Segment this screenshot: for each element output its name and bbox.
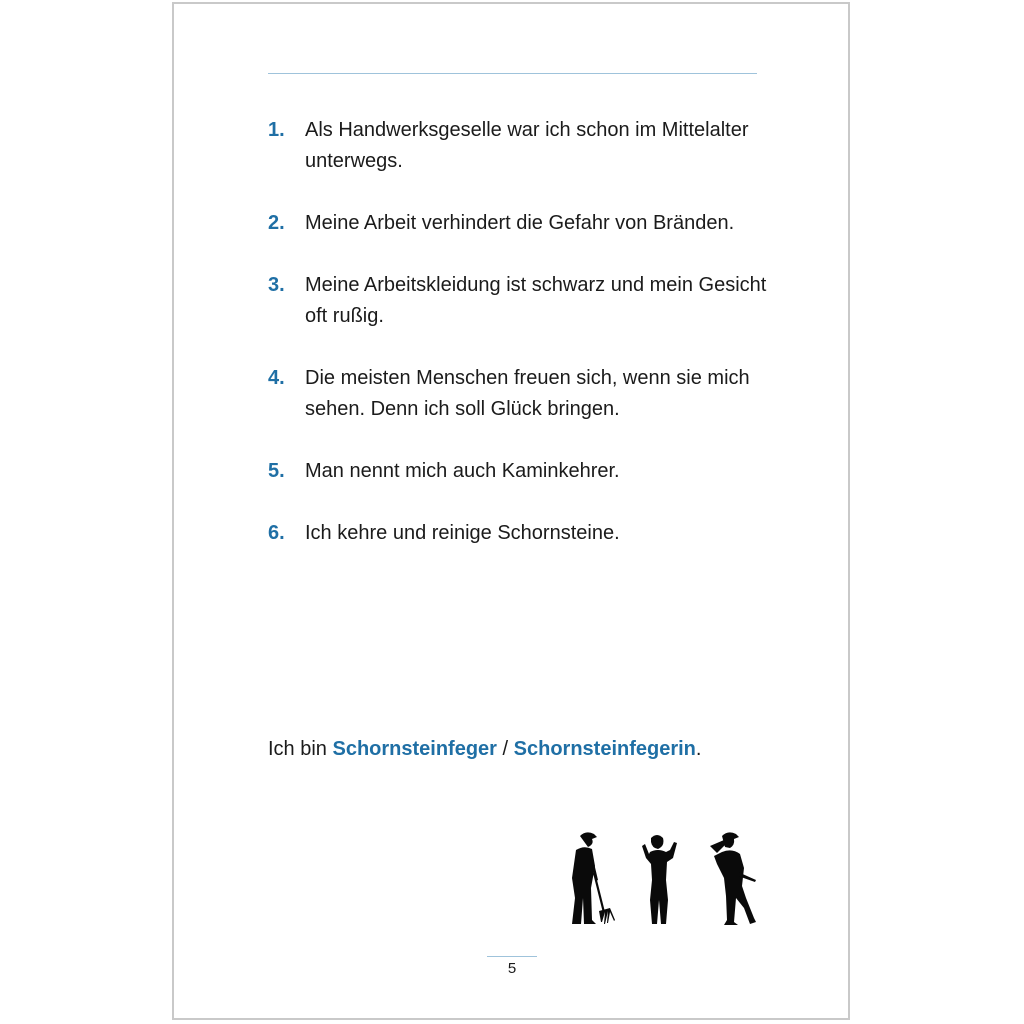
- clue-number: 4.: [268, 367, 285, 389]
- silhouettes-illustration: [562, 828, 762, 928]
- answer-line: [268, 734, 701, 765]
- clue-item-5: [268, 456, 768, 487]
- saluting-man-silhouette-icon: [710, 832, 756, 925]
- clue-item-3: [268, 270, 768, 332]
- clue-item-2: [268, 208, 768, 239]
- clue-text: Meine Arbeitskleidung ist schwarz und mein Gesicht oft rußig.: [305, 274, 767, 327]
- clue-number: 2.: [268, 212, 285, 234]
- clue-item-1: [268, 115, 768, 177]
- clue-number: 6.: [268, 522, 285, 544]
- answer-term-female: Schornsteinfegerin: [513, 738, 696, 760]
- page-number: 5: [507, 960, 517, 977]
- clue-text: Ich kehre und reinige Schornsteine.: [305, 522, 620, 544]
- clue-item-6: [268, 518, 768, 549]
- top-divider: [268, 73, 757, 74]
- clue-item-4: [268, 363, 768, 425]
- answer-term-male: Schornsteinfeger: [332, 738, 497, 760]
- answer-prefix: Ich bin: [268, 738, 333, 760]
- farmer-silhouette-icon: [572, 832, 615, 924]
- clue-number: 5.: [268, 460, 285, 482]
- clue-text: Die meisten Menschen freuen sich, wenn sie mich sehen. Denn ich soll Glück bringen.: [305, 367, 750, 420]
- clue-text: Meine Arbeit verhindert die Gefahr von Bränden.: [305, 212, 735, 234]
- clue-number: 3.: [268, 274, 285, 296]
- answer-separator: /: [496, 738, 514, 760]
- woman-silhouette-icon: [642, 835, 677, 924]
- footer-divider: [487, 956, 537, 957]
- clue-text: Als Handwerksgeselle war ich schon im Mittelalter unterwegs.: [305, 119, 749, 172]
- clue-number: 1.: [268, 119, 285, 141]
- answer-suffix: .: [695, 738, 702, 760]
- clue-text: Man nennt mich auch Kaminkehrer.: [305, 460, 620, 482]
